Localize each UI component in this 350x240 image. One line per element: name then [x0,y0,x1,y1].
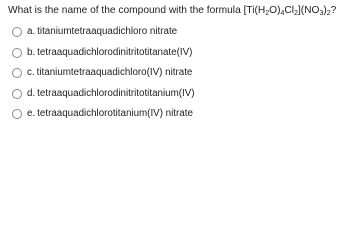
formula-subscript: 3 [319,10,324,17]
option-letter: c. [27,67,35,79]
radio-button[interactable] [12,48,22,58]
formula-text: ](NO [297,5,320,16]
option-b[interactable] [12,43,346,64]
answer-options [12,22,346,125]
option-letter: a. [27,26,36,38]
option-letter: b. [27,46,36,58]
formula-text: ) [323,5,327,16]
formula-subscript: 4 [280,10,285,17]
formula-text: ? [330,5,337,16]
formula-subscript: 2 [265,10,270,17]
option-c[interactable] [12,63,346,84]
radio-button[interactable] [12,109,22,119]
option-label[interactable]: tetraaquadichlorodinitritotitanate(IV) [37,46,193,58]
question-text [8,4,344,17]
formula-text: O) [269,5,281,16]
option-letter: d. [27,87,36,99]
formula-text: Cl [284,5,295,16]
radio-button[interactable] [12,68,22,78]
option-label[interactable]: tetraaquadichlorotitanium(IV) nitrate [37,108,193,120]
radio-button[interactable] [12,27,22,37]
option-letter: e. [27,108,36,120]
option-a[interactable] [12,22,346,43]
radio-button[interactable] [12,89,22,99]
option-label[interactable]: tetraaquadichlorodinitritotitanium(IV) [37,87,195,99]
option-label[interactable]: titaniumtetraaquadichloro nitrate [37,26,178,38]
option-d[interactable] [12,84,346,105]
formula-subscript: 2 [294,10,298,17]
option-e[interactable] [12,104,346,125]
formula-subscript: 2 [326,10,331,17]
question-prefix: What is the name of the compound with the formula [Ti(H [8,5,266,16]
option-label[interactable]: titaniumtetraaquadichloro(IV) nitrate [36,67,193,79]
